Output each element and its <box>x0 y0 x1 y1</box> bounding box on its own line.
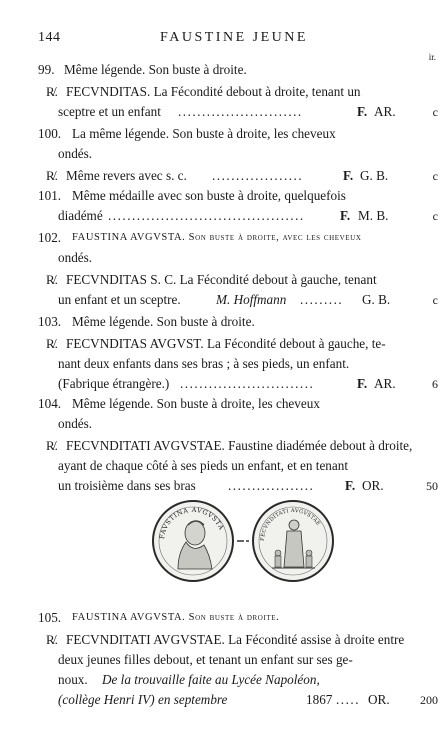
entry-line <box>0 690 446 710</box>
coin-illustration <box>148 495 338 585</box>
entry-line <box>0 124 446 144</box>
entry-text: ondés. <box>58 250 93 265</box>
rarity-value: c <box>432 293 438 307</box>
entry-text: La même légende. Son buste à droite, les cheveux <box>72 126 336 141</box>
leader-dots: ......... <box>300 292 344 307</box>
entry-line <box>0 630 446 650</box>
entry-number: 103. <box>38 314 62 329</box>
rarity-value: c <box>432 169 438 183</box>
reverse-legend: FECVNDITATI AVGVSTAE <box>259 507 322 542</box>
entry-text: un troisième dans ses bras <box>58 478 196 493</box>
reverse-mark: R̸. <box>46 632 58 647</box>
reverse-mark: R̸. <box>46 438 58 453</box>
entry-line <box>0 334 446 354</box>
rarity-value: 200 <box>420 693 438 707</box>
entry-text: FECVNDITAS AVGVST. La Fécondité debout à gauche, te- <box>66 336 386 351</box>
metal-size: G. B. <box>360 168 389 183</box>
reverse-mark: R̸. <box>46 336 58 351</box>
leader-dots: ......................................... <box>108 208 305 223</box>
entry-line <box>0 414 446 434</box>
entry-text: 1867 <box>306 692 333 707</box>
provenance-note: (collège Henri IV) en septembre <box>58 692 228 707</box>
entry-number: 102. <box>38 230 62 245</box>
leader-dots: .......................... <box>178 104 303 119</box>
catalogue-mark: F. <box>343 168 354 183</box>
page-header <box>0 30 446 62</box>
rarity-value: 50 <box>426 479 438 493</box>
entry-line <box>0 144 446 164</box>
entry-line <box>0 248 446 268</box>
entry-text: Même légende. Son buste à droite. <box>72 314 255 329</box>
entry-text: FAUSTINA AVGVSTA. Son buste à droite, avec les cheveux <box>72 232 362 243</box>
leader-dots: ................... <box>212 168 304 183</box>
coin-obverse <box>153 501 233 581</box>
leader-dots: .................. <box>228 478 315 493</box>
reverse-mark: R̸. <box>46 84 58 99</box>
entry-line <box>0 166 446 186</box>
entry-line <box>0 608 446 628</box>
entry-text: deux jeunes filles debout, et tenant un enfant sur ses ge- <box>58 652 353 667</box>
obverse-legend: FAVSTINA AVGVSTA <box>158 505 226 540</box>
entry-line <box>0 186 446 206</box>
entry-text: noux. <box>58 672 88 687</box>
entry-number: 101. <box>38 188 62 203</box>
metal-size: M. B. <box>358 208 389 223</box>
provenance-note: De la trouvaille faite au Lycée Napoléon, <box>102 672 320 687</box>
entry-line <box>0 82 446 102</box>
entry-line <box>0 436 446 456</box>
entry-text: un enfant et un sceptre. <box>58 292 181 307</box>
entry-text: diadémé <box>58 208 103 223</box>
entry-text: Même revers avec s. c. <box>66 168 187 183</box>
entry-line <box>0 650 446 670</box>
entry-number: 104. <box>38 396 62 411</box>
running-title: FAUSTINE JEUNE <box>160 30 308 45</box>
entry-line <box>0 102 446 122</box>
entry-text: FECVNDITAS S. C. La Fécondité debout à gauche, tenant <box>66 272 377 287</box>
entry-line <box>0 312 446 332</box>
entry-text: sceptre et un enfant <box>58 104 161 119</box>
entry-line <box>0 354 446 374</box>
entry-number: 99. <box>38 62 55 77</box>
metal-size: AR. <box>374 104 396 119</box>
entry-line <box>0 374 446 394</box>
metal-size: G. B. <box>362 292 391 307</box>
entry-text: FECVNDITAS. La Fécondité debout à droite, tenant un <box>66 84 361 99</box>
entry-text: Même légende. Son buste à droite, les cheveux <box>72 396 320 411</box>
entry-text: ondés. <box>58 146 93 161</box>
rarity-value: c <box>432 209 438 223</box>
rarity-value: 6 <box>432 377 438 391</box>
collector-name: M. Hoffmann <box>216 292 287 307</box>
entry-line <box>0 290 446 310</box>
entry-text: ondés. <box>58 416 93 431</box>
entry-line <box>0 206 446 226</box>
leader-dots: ............................ <box>180 376 315 391</box>
page-number: 144 <box>38 30 61 45</box>
entry-text: FECVNDITATI AVGVSTAE. La Fécondité assise à droite entre <box>66 632 405 647</box>
reverse-mark: R̸. <box>46 272 58 287</box>
entry-text: Même légende. Son buste à droite. <box>64 62 247 77</box>
entry-line <box>0 476 446 496</box>
rarity-value: c <box>432 105 438 119</box>
entry-line <box>0 228 446 248</box>
entry-number: 105. <box>38 610 62 625</box>
entry-text: ayant de chaque côté à ses pieds un enfant, et en tenant <box>58 458 349 473</box>
entry-text: nant deux enfants dans ses bras ; à ses pieds, un enfant. <box>58 356 350 371</box>
coin-reverse <box>253 501 333 581</box>
metal-size: AR. <box>374 376 396 391</box>
entry-text: Même médaille avec son buste à droite, quelquefois <box>72 188 346 203</box>
entry-line <box>0 270 446 290</box>
entry-text: (Fabrique étrangère.) <box>58 376 170 391</box>
entry-line <box>0 456 446 476</box>
entry-text: FECVNDITATI AVGVSTAE. Faustine diadémée debout à droite, <box>66 438 413 453</box>
entry-number: 100. <box>38 126 62 141</box>
catalogue-mark: F. <box>357 104 368 119</box>
metal-size: OR. <box>362 478 384 493</box>
entry-text: FAUSTINA AVGVSTA. Son buste à droite. <box>72 612 280 623</box>
catalogue-mark: F. <box>345 478 356 493</box>
catalogue-mark: F. <box>340 208 351 223</box>
metal-size: OR. <box>368 692 390 707</box>
entry-line <box>0 60 446 80</box>
corner-mark: ir. <box>428 52 436 62</box>
entry-line <box>0 394 446 414</box>
reverse-mark: R̸. <box>46 168 58 183</box>
leader-dots: ..... <box>336 692 360 707</box>
entry-line <box>0 670 446 690</box>
catalogue-mark: F. <box>357 376 368 391</box>
